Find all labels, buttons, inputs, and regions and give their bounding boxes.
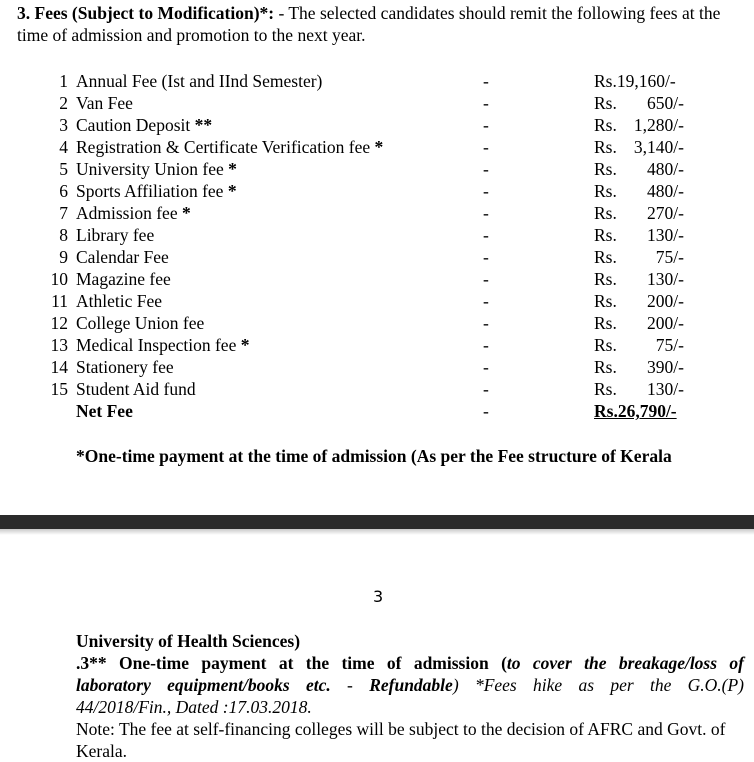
- lower-notes: [76, 630, 744, 762]
- fee-dash: -: [483, 379, 489, 399]
- fee-currency: Rs.: [594, 225, 617, 245]
- fee-currency: Rs.: [594, 269, 617, 289]
- net-fee-label: Net Fee: [76, 401, 133, 421]
- fee-row: [0, 158, 754, 180]
- fee-dash: -: [483, 137, 489, 157]
- fee-number: 9: [59, 247, 68, 267]
- fee-number: 5: [59, 159, 68, 179]
- fee-dash: -: [483, 225, 489, 245]
- fee-amount: 3,140/-: [633, 137, 684, 157]
- fee-star: *: [223, 181, 237, 201]
- fee-currency: Rs.: [594, 203, 617, 223]
- fee-number: 1: [59, 71, 68, 91]
- fee-row: [0, 202, 754, 224]
- fee-name: Stationery fee: [76, 357, 174, 377]
- fee-amount: 270/-: [647, 203, 684, 223]
- net-fee-total: Rs.26,790/-: [594, 401, 677, 421]
- fee-name: College Union fee: [76, 313, 205, 333]
- fee-name: Registration & Certificate Verification fee *: [76, 137, 384, 157]
- fee-star: *: [177, 203, 191, 223]
- notes-line-1: University of Health Sciences): [76, 631, 301, 651]
- fee-star: *: [223, 159, 237, 179]
- notes-line-2-italic: to cover the breakage/loss of: [506, 653, 744, 673]
- fee-dash: -: [483, 71, 489, 91]
- fee-name: Library fee: [76, 225, 155, 245]
- fee-currency: Rs.: [594, 159, 617, 179]
- fee-amount: 650/-: [647, 93, 684, 113]
- section-heading-title: 3. Fees (Subject to Modification)*:: [17, 3, 275, 23]
- fee-currency: Rs.: [594, 291, 617, 311]
- fee-currency: Rs.: [594, 137, 617, 157]
- fee-currency: Rs.: [594, 357, 617, 377]
- page-break-bar: [0, 515, 754, 529]
- fee-row: [0, 92, 754, 114]
- fee-row: [0, 114, 754, 136]
- fee-row: [0, 290, 754, 312]
- fee-dash: -: [483, 269, 489, 289]
- notes-afrc: Note: The fee at self-financing colleges will be subject to the decision of AFRC and Govt. of Kerala.: [76, 719, 726, 761]
- fee-number: 14: [50, 357, 68, 377]
- fee-name: Admission fee *: [76, 203, 191, 223]
- fee-number: 13: [50, 335, 68, 355]
- fee-name: Sports Affiliation fee *: [76, 181, 237, 201]
- fee-name: Caution Deposit **: [76, 115, 213, 135]
- page-number: 3: [373, 587, 384, 606]
- fee-number: 10: [50, 269, 68, 289]
- fee-row: [0, 378, 754, 400]
- fee-number: 8: [59, 225, 68, 245]
- fee-amount: 130/-: [647, 269, 684, 289]
- fee-row: [0, 246, 754, 268]
- fee-name: University Union fee *: [76, 159, 237, 179]
- fee-name: Van Fee: [76, 93, 133, 113]
- page-break-shadow: [0, 529, 754, 535]
- fee-row: [0, 180, 754, 202]
- net-fee-dash: -: [483, 401, 489, 421]
- fee-amount: 480/-: [647, 181, 684, 201]
- notes-line-4: 44/2018/Fin., Dated :17.03.2018.: [76, 697, 312, 717]
- notes-line-2: [76, 652, 744, 674]
- fee-dash: -: [483, 203, 489, 223]
- fee-number: 15: [50, 379, 68, 399]
- fee-dash: -: [483, 115, 489, 135]
- fee-number: 11: [51, 291, 68, 311]
- notes-line-2-bold: .3** One-time payment at the time of admission (: [76, 653, 507, 673]
- fee-amount: 75/-: [655, 247, 684, 267]
- fee-dash: -: [483, 313, 489, 333]
- fee-currency: Rs.: [594, 247, 617, 267]
- fee-amount: 200/-: [647, 313, 684, 333]
- fee-amount: 75/-: [655, 335, 684, 355]
- fee-row: [0, 224, 754, 246]
- fee-amount: 200/-: [647, 291, 684, 311]
- fee-star: *: [236, 335, 250, 355]
- fee-row: [0, 312, 754, 334]
- fee-dash: -: [483, 291, 489, 311]
- fee-currency: Rs.: [594, 313, 617, 333]
- fee-currency: Rs.19,160/-: [594, 71, 676, 91]
- fee-currency: Rs.: [594, 379, 617, 399]
- fee-amount: 480/-: [647, 159, 684, 179]
- fee-dash: -: [483, 335, 489, 355]
- fee-dash: -: [483, 357, 489, 377]
- fee-currency: Rs.: [594, 93, 617, 113]
- fee-number: 2: [59, 93, 68, 113]
- fee-number: 4: [59, 137, 68, 157]
- net-fee-row: [0, 400, 754, 422]
- fee-dash: -: [483, 247, 489, 267]
- fee-star: **: [190, 115, 213, 135]
- fee-row: [0, 136, 754, 158]
- fee-row: [0, 356, 754, 378]
- fee-amount: 130/-: [647, 225, 684, 245]
- notes-line-3-refundable: Refundable: [369, 675, 453, 695]
- notes-line-3-rest: ) *Fees hike as per the G.O.(P): [452, 675, 745, 695]
- fee-number: 7: [59, 203, 68, 223]
- fee-name: Student Aid fund: [76, 379, 196, 399]
- section-heading: [17, 2, 747, 46]
- fee-currency: Rs.: [594, 335, 617, 355]
- fee-amount: 130/-: [647, 379, 684, 399]
- notes-line-3-dash: -: [330, 675, 370, 695]
- fee-number: 12: [50, 313, 68, 333]
- fee-name: Magazine fee: [76, 269, 171, 289]
- fee-dash: -: [483, 93, 489, 113]
- fee-dash: -: [483, 181, 489, 201]
- fee-name: Calendar Fee: [76, 247, 169, 267]
- fee-row: [0, 268, 754, 290]
- section-heading-text: - The selected candidates should remit the following fees at the time of admission and promotion to the next year.: [17, 3, 721, 45]
- fee-number: 6: [59, 181, 68, 201]
- fee-name: Athletic Fee: [76, 291, 163, 311]
- fee-name: Annual Fee (Ist and IInd Semester): [76, 71, 323, 91]
- fee-number: 3: [59, 115, 68, 135]
- fee-dash: -: [483, 159, 489, 179]
- notes-line-3-italic: laboratory equipment/books etc.: [76, 675, 331, 695]
- fee-star: *: [370, 137, 384, 157]
- fee-currency: Rs.: [594, 181, 617, 201]
- notes-line-3: [76, 674, 744, 696]
- fee-table: [0, 70, 754, 422]
- fee-name: Medical Inspection fee *: [76, 335, 250, 355]
- fee-amount: 390/-: [647, 357, 684, 377]
- fee-currency: Rs.: [594, 115, 617, 135]
- fee-row: [0, 70, 754, 92]
- one-time-payment-note: *One-time payment at the time of admission (As per the Fee structure of Kerala: [76, 446, 672, 466]
- fee-row: [0, 334, 754, 356]
- fee-amount: 1,280/-: [633, 115, 684, 135]
